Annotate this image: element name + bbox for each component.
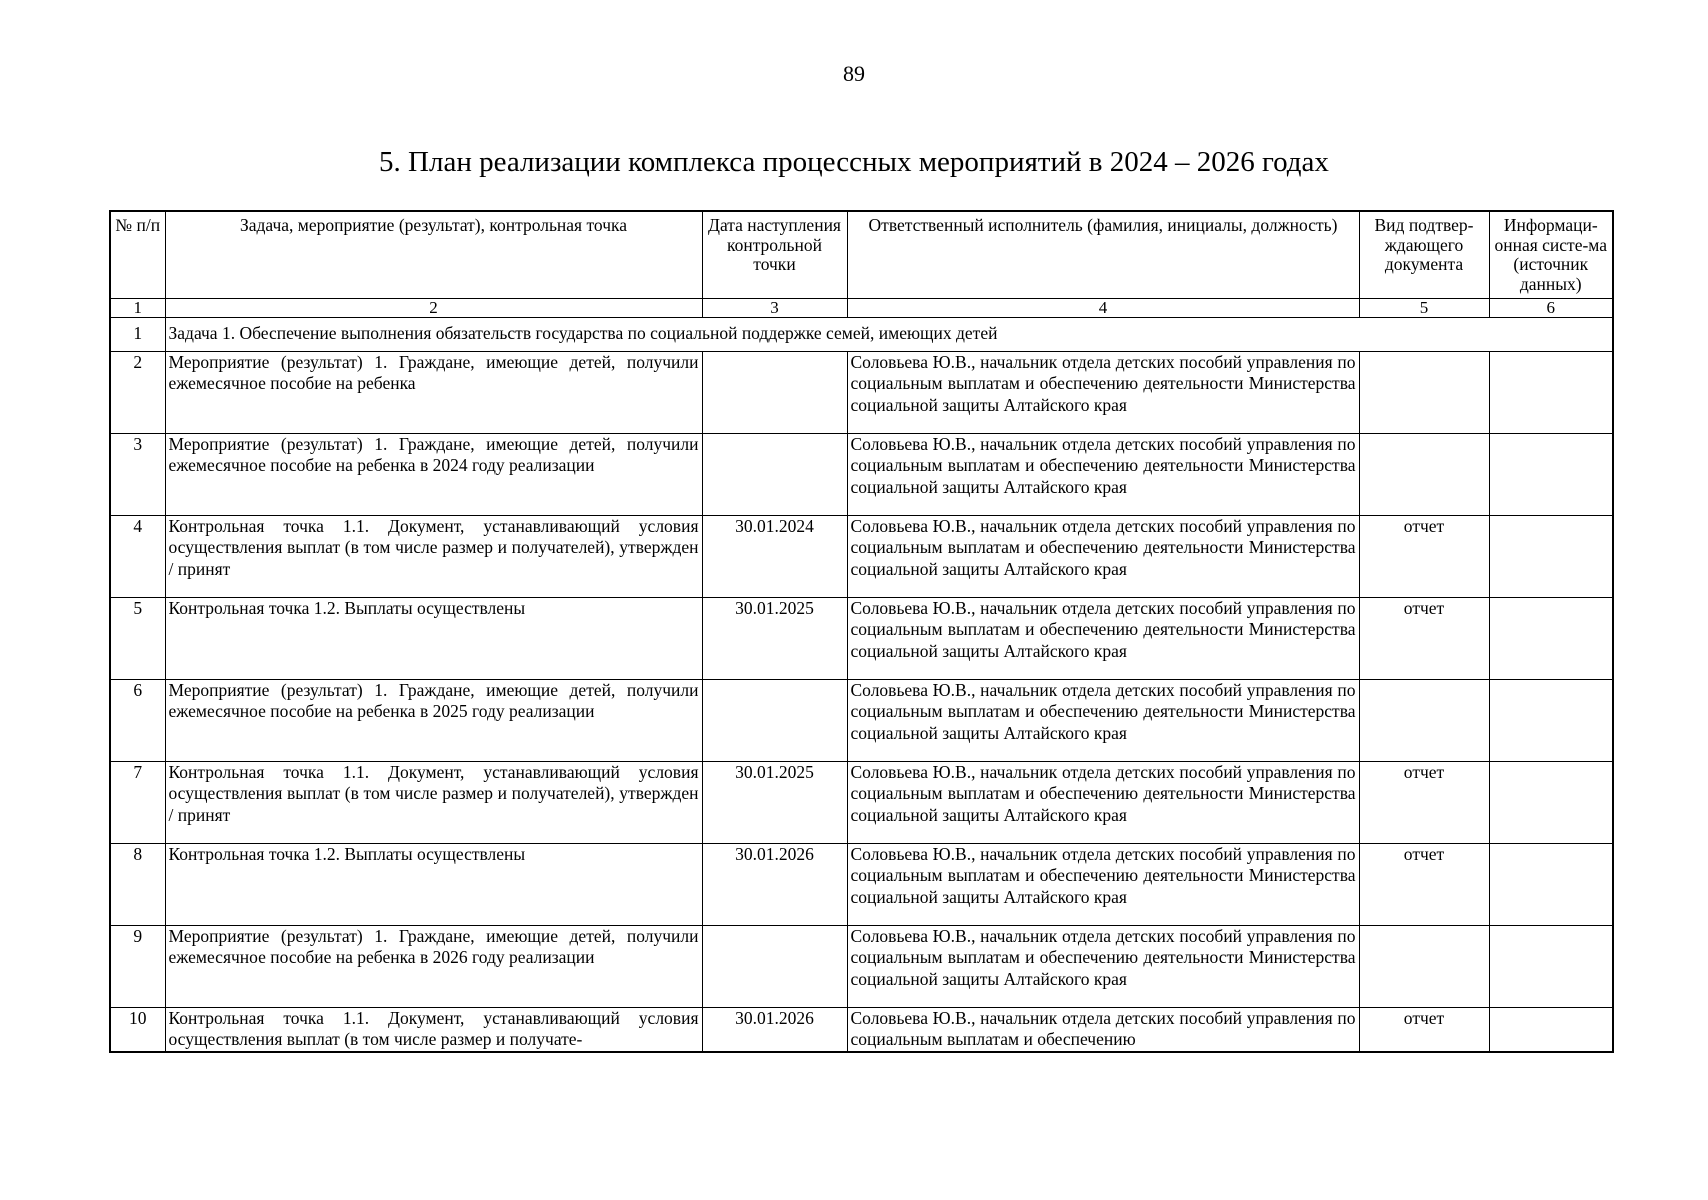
row-document: отчет (1359, 598, 1489, 680)
row-document (1359, 680, 1489, 762)
row-number: 7 (110, 762, 165, 844)
row-task: Контрольная точка 1.2. Выплаты осуществлены (165, 598, 702, 680)
task-number: 1 (110, 318, 165, 352)
row-date: 30.01.2025 (702, 762, 847, 844)
row-executor: Соловьева Ю.В., начальник отдела детских пособий управления по социальным выплатам и обеспечению деятельности Министерства социальной защиты Алтайского края (847, 680, 1359, 762)
row-document (1359, 926, 1489, 1008)
task-title: Задача 1. Обеспечение выполнения обязательств государства по социальной поддержке семей, имеющих детей (165, 318, 1613, 352)
row-executor: Соловьева Ю.В., начальник отдела детских пособий управления по социальным выплатам и обеспечению деятельности Министерства социальной защиты Алтайского края (847, 844, 1359, 926)
header-task: Задача, мероприятие (результат), контрольная точка (165, 211, 702, 299)
row-executor: Соловьева Ю.В., начальник отдела детских пособий управления по социальным выплатам и обеспечению деятельности Министерства социальной защиты Алтайского края (847, 598, 1359, 680)
row-executor: Соловьева Ю.В., начальник отдела детских пособий управления по социальным выплатам и обеспечению деятельности Министерства социальной защиты Алтайского края (847, 762, 1359, 844)
row-number: 9 (110, 926, 165, 1008)
table-row (110, 680, 1613, 762)
row-document: отчет (1359, 1008, 1489, 1052)
row-task: Мероприятие (результат) 1. Граждане, имеющие детей, получили ежемесячное пособие на ребенка в 2024 году реализации (165, 434, 702, 516)
row-system (1489, 1008, 1613, 1052)
column-number: 1 (110, 299, 165, 318)
row-task: Контрольная точка 1.1. Документ, устанавливающий условия осуществления выплат (в том числе размер и получателей), утвержден / принят (165, 516, 702, 598)
row-document: отчет (1359, 844, 1489, 926)
row-executor: Соловьева Ю.В., начальник отдела детских пособий управления по социальным выплатам и обеспечению деятельности Министерства социальной защиты Алтайского края (847, 352, 1359, 434)
row-document (1359, 434, 1489, 516)
row-task: Контрольная точка 1.1. Документ, устанавливающий условия осуществления выплат (в том числе размер и получателей), утвержден / принят (165, 762, 702, 844)
table-row (110, 352, 1613, 434)
row-date: 30.01.2024 (702, 516, 847, 598)
row-document: отчет (1359, 516, 1489, 598)
table-row (110, 1008, 1613, 1052)
row-number: 4 (110, 516, 165, 598)
row-document (1359, 352, 1489, 434)
table-row (110, 762, 1613, 844)
table-row (110, 516, 1613, 598)
header-system: Информаци-онная систе-ма (источник данных) (1489, 211, 1613, 299)
row-executor: Соловьева Ю.В., начальник отдела детских пособий управления по социальным выплатам и обеспечению (847, 1008, 1359, 1052)
table-header (110, 211, 1613, 299)
row-date: 30.01.2026 (702, 1008, 847, 1052)
row-system (1489, 844, 1613, 926)
page-number: 89 (843, 61, 865, 86)
row-executor: Соловьева Ю.В., начальник отдела детских пособий управления по социальным выплатам и обеспечению деятельности Министерства социальной защиты Алтайского края (847, 516, 1359, 598)
row-number: 10 (110, 1008, 165, 1052)
row-date (702, 926, 847, 1008)
row-number: 8 (110, 844, 165, 926)
header-num: № п/п (110, 211, 165, 299)
row-task: Мероприятие (результат) 1. Граждане, имеющие детей, получили ежемесячное пособие на ребенка в 2026 году реализации (165, 926, 702, 1008)
column-number: 2 (165, 299, 702, 318)
row-date (702, 680, 847, 762)
row-task: Мероприятие (результат) 1. Граждане, имеющие детей, получили ежемесячное пособие на ребенка в 2025 году реализации (165, 680, 702, 762)
row-task: Мероприятие (результат) 1. Граждане, имеющие детей, получили ежемесячное пособие на ребенка (165, 352, 702, 434)
row-system (1489, 762, 1613, 844)
header-doc: Вид подтвер-ждающего документа (1359, 211, 1489, 299)
row-date (702, 434, 847, 516)
row-number: 5 (110, 598, 165, 680)
row-date: 30.01.2026 (702, 844, 847, 926)
row-executor: Соловьева Ю.В., начальник отдела детских пособий управления по социальным выплатам и обеспечению деятельности Министерства социальной защиты Алтайского края (847, 434, 1359, 516)
row-task: Контрольная точка 1.1. Документ, устанавливающий условия осуществления выплат (в том числе размер и получате- (165, 1008, 702, 1052)
row-number: 2 (110, 352, 165, 434)
row-task: Контрольная точка 1.2. Выплаты осуществлены (165, 844, 702, 926)
column-number: 3 (702, 299, 847, 318)
row-date: 30.01.2025 (702, 598, 847, 680)
row-system (1489, 516, 1613, 598)
column-number: 6 (1489, 299, 1613, 318)
task-row (110, 318, 1613, 352)
header-date: Дата наступления контрольной точки (702, 211, 847, 299)
row-system (1489, 680, 1613, 762)
row-system (1489, 926, 1613, 1008)
column-number: 4 (847, 299, 1359, 318)
section-title: 5. План реализации комплекса процессных мероприятий в 2024 – 2026 годах (379, 146, 1329, 178)
table-row (110, 926, 1613, 1008)
row-number: 3 (110, 434, 165, 516)
plan-table (109, 210, 1614, 1053)
row-executor: Соловьева Ю.В., начальник отдела детских пособий управления по социальным выплатам и обеспечению деятельности Министерства социальной защиты Алтайского края (847, 926, 1359, 1008)
header-row (110, 211, 1613, 299)
row-system (1489, 352, 1613, 434)
row-system (1489, 598, 1613, 680)
table-row (110, 844, 1613, 926)
table-body (110, 299, 1613, 1052)
column-number-row (110, 299, 1613, 318)
header-executor: Ответственный исполнитель (фамилия, инициалы, должность) (847, 211, 1359, 299)
row-date (702, 352, 847, 434)
row-system (1489, 434, 1613, 516)
row-number: 6 (110, 680, 165, 762)
row-document: отчет (1359, 762, 1489, 844)
table-row (110, 434, 1613, 516)
table-row (110, 598, 1613, 680)
column-number: 5 (1359, 299, 1489, 318)
